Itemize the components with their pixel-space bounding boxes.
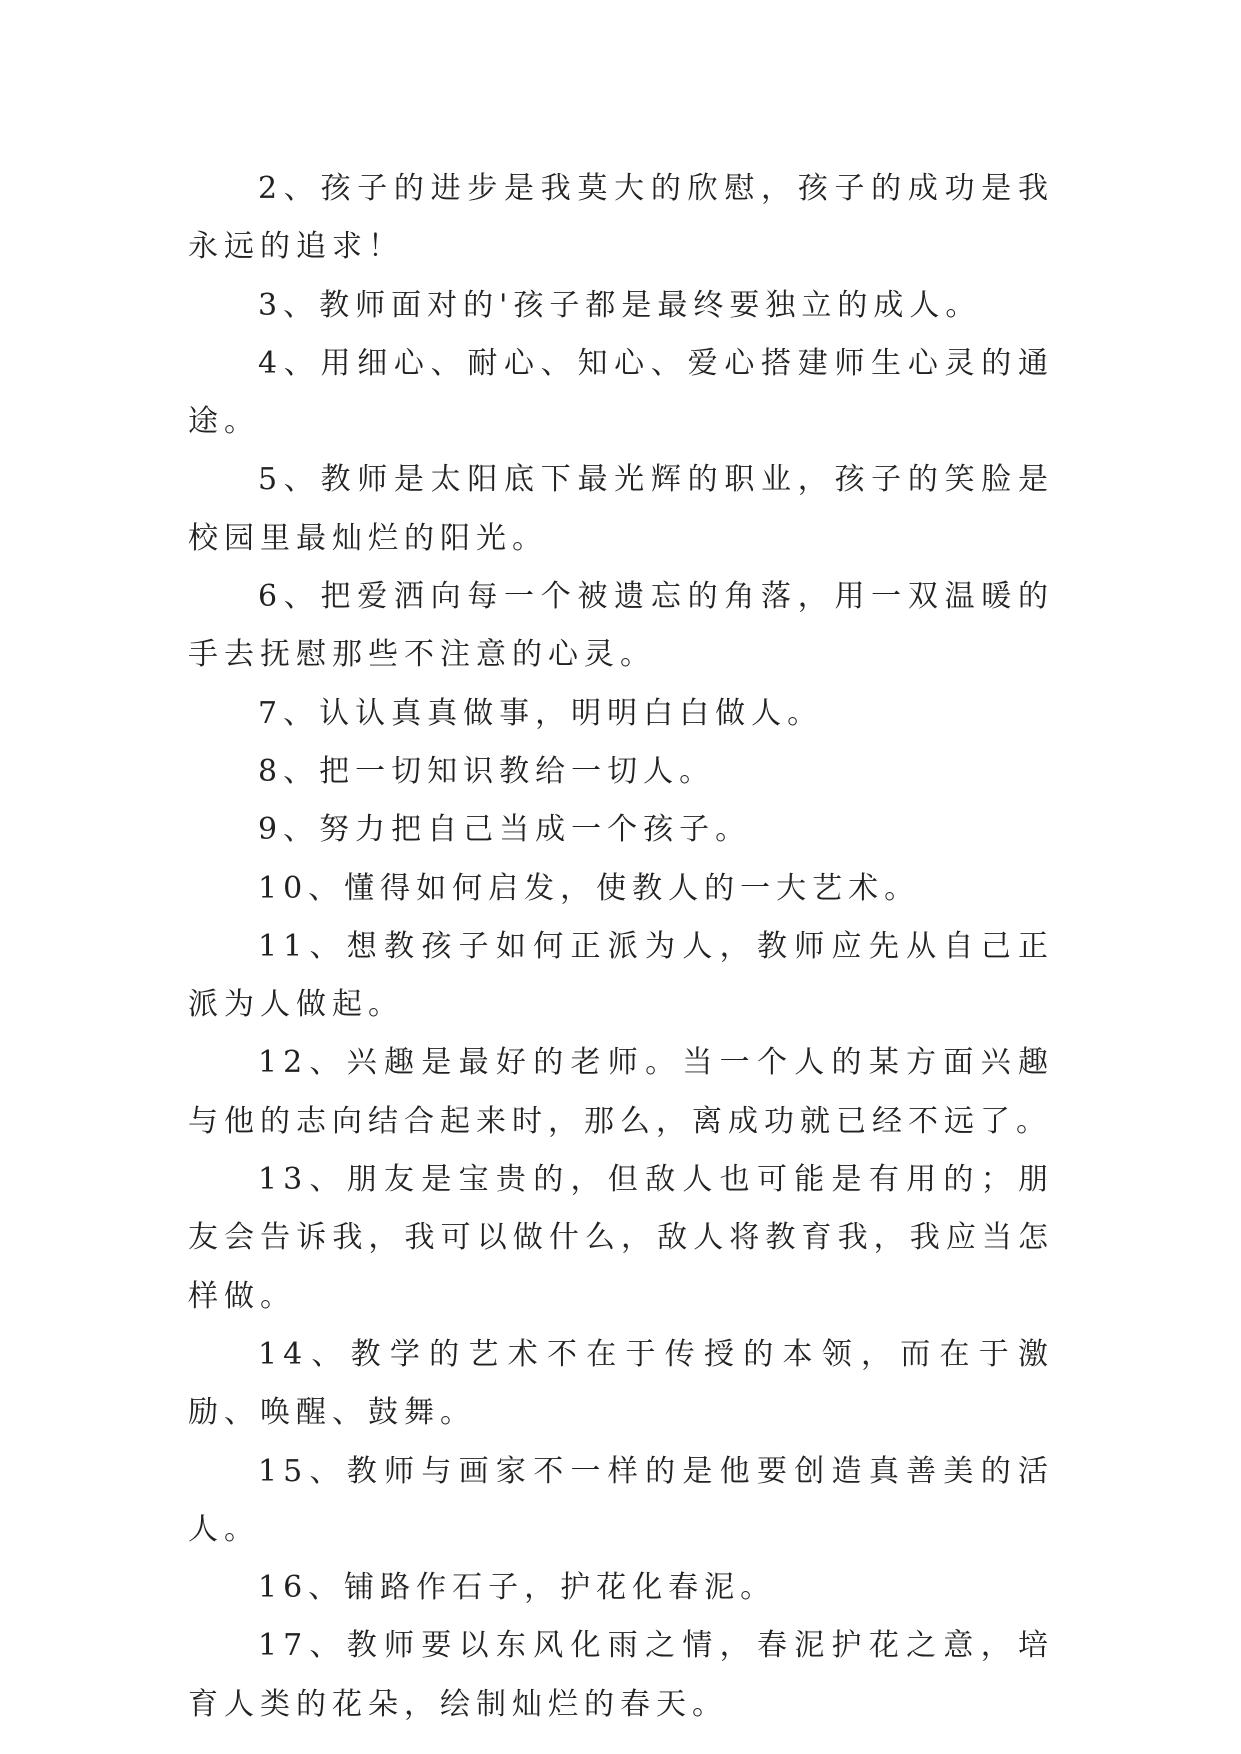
- paragraph: 5、教师是太阳底下最光辉的职业，孩子的笑脸是校园里最灿烂的阳光。: [188, 462, 1054, 556]
- paragraph: 12、兴趣是最好的老师。当一个人的某方面兴趣与他的志向结合起来时，那么，离成功就已经不远了。: [188, 1045, 1054, 1139]
- paragraph: 8、把一切知识教给一切人。: [258, 753, 716, 789]
- paragraph: 14、教学的艺术不在于传授的本领，而在于激励、唤醒、鼓舞。: [188, 1336, 1054, 1431]
- paragraph: 3、教师面对的'孩子都是最终要独立的成人。: [258, 287, 982, 323]
- paragraph: 16、铺路作石子，护花化春泥。: [258, 1570, 777, 1606]
- document-body: [188, 160, 1054, 1734]
- paragraph: 7、认认真真做事，明明白白做人。: [258, 695, 824, 731]
- paragraph: 13、朋友是宝贵的，但敌人也可能是有用的；朋友会告诉我，我可以做什么，敌人将教育我，我应当怎样做。: [188, 1162, 1054, 1314]
- paragraph: 17、教师要以东风化雨之情，春泥护花之意，培育人类的花朵，绘制灿烂的春天。: [188, 1628, 1054, 1722]
- paragraph: 15、教师与画家不一样的是他要创造真善美的活人。: [188, 1453, 1054, 1547]
- paragraph: 9、努力把自己当成一个孩子。: [258, 812, 752, 848]
- paragraph: 11、想教孩子如何正派为人，教师应先从自己正派为人做起。: [188, 928, 1054, 1023]
- paragraph: 10、懂得如何启发，使教人的一大艺术。: [258, 870, 921, 906]
- paragraph: 2、孩子的进步是我莫大的欣慰，孩子的成功是我永远的追求！: [188, 171, 1054, 265]
- paragraph: 6、把爱洒向每一个被遗忘的角落，用一双温暖的手去抚慰那些不注意的心灵。: [188, 579, 1054, 673]
- paragraph: 4、用细心、耐心、知心、爱心搭建师生心灵的通途。: [188, 345, 1054, 440]
